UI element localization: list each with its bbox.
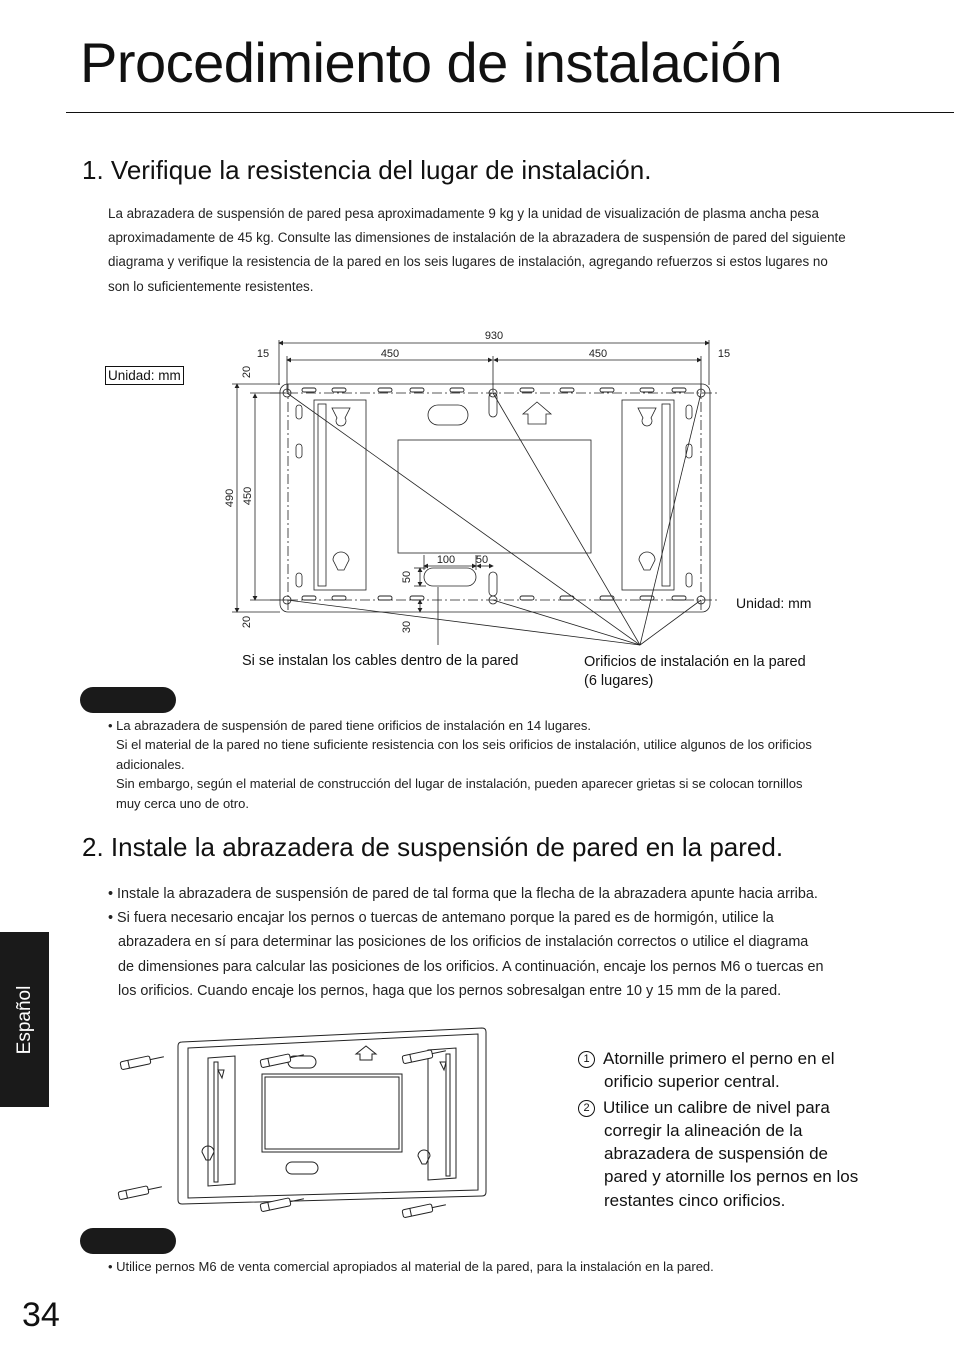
note-badge (80, 687, 176, 713)
dim-total-width: 930 (484, 330, 504, 342)
dim-right-margin: 15 (717, 348, 731, 360)
page-title: Procedimiento de instalación (80, 31, 782, 94)
unit-label-left: Unidad: mm (105, 366, 184, 385)
dim-top-gap: 20 (241, 365, 253, 379)
page-number: 34 (22, 1296, 60, 1334)
holes-label-line: Orificios de instalación en la pared (584, 654, 806, 670)
section2-bullets (108, 882, 918, 1003)
bullet-continuation: los orificios. Cuando encaje los pernos, haga que los pernos sobresalgan entre 10 y 15 mm de la pared. (118, 982, 782, 999)
paragraph-line: diagrama y verifique la resistencia de la pared en los seis lugares de instalación, agregando refuerzos si estos lugares no (108, 254, 828, 270)
step-number: 2 (578, 1100, 595, 1117)
note2-text: • Utilice pernos M6 de venta comercial apropiados al material de la pared, para la instalación en la pared. (108, 1259, 714, 1274)
bullet-item: • Si fuera necesario encajar los pernos o tuercas de antemano porque la pared es de hormigón, utilice la (108, 910, 774, 927)
bracket-dimension-diagram (0, 320, 954, 650)
bullet-continuation: abrazadera en sí para determinar las posiciones de los orificios de instalación correctos o utilice el diagrama (118, 934, 809, 951)
language-tab-label: Español (13, 985, 35, 1054)
language-tab (0, 932, 49, 1107)
paragraph-line: La abrazadera de suspensión de pared pesa aproximadamente 9 kg y la unidad de visualización de plasma ancha pesa (108, 206, 819, 221)
title-divider (66, 112, 954, 113)
note-line: Si el material de la pared no tiene suficiente resistencia con los seis orificios de instalación, utilice algunos de los orificios (116, 737, 812, 753)
section2-heading: 2. Instale la abrazadera de suspensión de pared en la pared. (82, 832, 784, 862)
note-line: Sin embargo, según el material de construcción del lugar de instalación, pueden aparecer grietas si se colocan tornillos (116, 776, 803, 792)
holes-label (584, 653, 806, 691)
bracket-illustration (110, 1024, 500, 1224)
dim-cable-width: 100 (436, 554, 456, 566)
holes-label-line: (6 lugares) (584, 673, 654, 689)
paragraph-line: son lo suficientemente resistentes. (108, 278, 314, 294)
dim-left-margin: 15 (256, 348, 270, 360)
dim-outer-height: 490 (224, 488, 236, 508)
dim-left-half: 450 (380, 348, 400, 360)
dim-inner-height: 450 (242, 486, 254, 506)
dim-cable-bottom: 30 (401, 620, 413, 634)
section1-paragraph (108, 202, 928, 299)
bullet-continuation: de dimensiones para calcular las posiciones de los orificios. A continuación, encaje los pernos M6 o tuercas en (118, 958, 824, 975)
step-1: 1 Atornille primero el perno en el orificio superior central. (578, 1047, 918, 1094)
note-line: • La abrazadera de suspensión de pared tiene orificios de instalación en 14 lugares. (108, 718, 591, 733)
note1-text (108, 716, 908, 813)
step-number: 1 (578, 1051, 595, 1068)
install-steps (578, 1047, 918, 1212)
paragraph-line: aproximadamente de 45 kg. Consulte las dimensiones de instalación de la abrazadera de suspensión de pared del siguiente (108, 230, 846, 246)
note-line: muy cerca uno de otro. (116, 795, 249, 811)
dim-cable-height: 50 (401, 570, 413, 584)
bullet-item: • Instale la abrazadera de suspensión de pared de tal forma que la flecha de la abrazadera apunte hacia arriba. (108, 886, 818, 902)
dim-cable-offset: 50 (475, 554, 489, 566)
note-line: adicionales. (116, 756, 185, 772)
note-badge (80, 1228, 176, 1254)
dim-right-half: 450 (588, 348, 608, 360)
dim-bottom-gap: 20 (241, 615, 253, 629)
step-2: 2 Utilice un calibre de nivel para corregir la alineación de la abrazadera de suspensión de pared y atornille los pernos en los restantes cinco orificios. (578, 1096, 918, 1212)
unit-label-right: Unidad: mm (736, 595, 812, 611)
cable-label: Si se instalan los cables dentro de la pared (242, 653, 519, 669)
section1-heading: 1. Verifique la resistencia del lugar de instalación. (82, 155, 652, 185)
